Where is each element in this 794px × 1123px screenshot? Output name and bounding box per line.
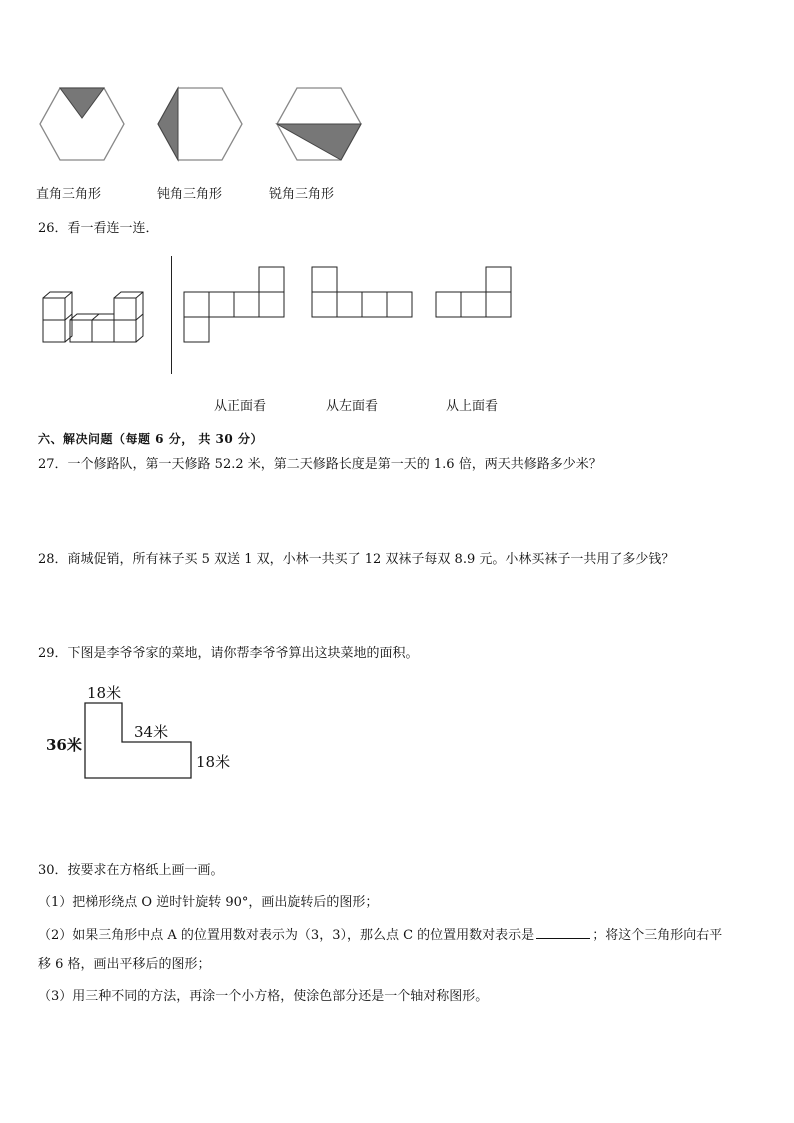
q30-item2-text-b: ；将这个三角形向右平 <box>592 928 723 943</box>
view-option-2[interactable] <box>311 266 413 319</box>
label-left-36m: 36米 <box>46 736 82 754</box>
q28-text: 28．商城促销，所有袜子买 5 双送 1 双，小林一共买了 12 双袜子每双 8.9 元。小林买袜子一共用了多少钱？ <box>38 552 675 567</box>
label-right-triangle: 直角三角形 <box>36 187 102 202</box>
answer-blank[interactable] <box>536 926 590 939</box>
hexagon-right-triangle-figure <box>38 86 128 162</box>
divider-line <box>171 256 172 374</box>
q29-text: 29．下图是李爷爷家的菜地，请你帮李爷爷算出这块菜地的面积。 <box>38 646 419 661</box>
label-obtuse-triangle: 钝角三角形 <box>157 187 223 202</box>
q30-item1: （1）把梯形绕点 O 逆时针旋转 90°，画出旋转后的图形； <box>38 895 379 910</box>
label-acute-triangle: 锐角三角形 <box>269 187 335 202</box>
view-label-left[interactable]: 从左面看 <box>326 399 379 414</box>
view-option-1[interactable] <box>183 266 285 344</box>
cube-stack-figure <box>40 290 155 346</box>
hexagon-acute-triangle-figure <box>275 86 365 162</box>
q30-item2-line2: 移 6 格，画出平移后的图形； <box>38 957 211 972</box>
view-label-top[interactable]: 从上面看 <box>446 399 499 414</box>
view-label-front[interactable]: 从正面看 <box>214 399 267 414</box>
label-middle-34m: 34米 <box>134 723 169 741</box>
label-right-18m: 18米 <box>196 753 231 771</box>
q30-title: 30．按要求在方格纸上画一画。 <box>38 863 224 878</box>
q27-text: 27．一个修路队，第一天修路 52.2 米，第二天修路长度是第一天的 1.6 倍，两天共修路多少米？ <box>38 457 602 472</box>
label-top-18m: 18米 <box>87 684 122 702</box>
section-title: 六、解决问题（每题 6 分， 共 30 分） <box>38 432 263 446</box>
q26-title: 26．看一看连一连． <box>38 221 159 236</box>
hexagon-obtuse-triangle-figure <box>156 86 246 162</box>
q30-item3: （3）用三种不同的方法，再涂一个小方格，使涂色部分还是一个轴对称图形。 <box>38 989 489 1004</box>
q30-item2-line1 <box>38 926 722 945</box>
view-option-3[interactable] <box>435 266 513 319</box>
q30-item2-text-a: （2）如果三角形中点 A 的位置用数对表示为（3，3），那么点 C 的位置用数对表示是 <box>38 928 535 943</box>
